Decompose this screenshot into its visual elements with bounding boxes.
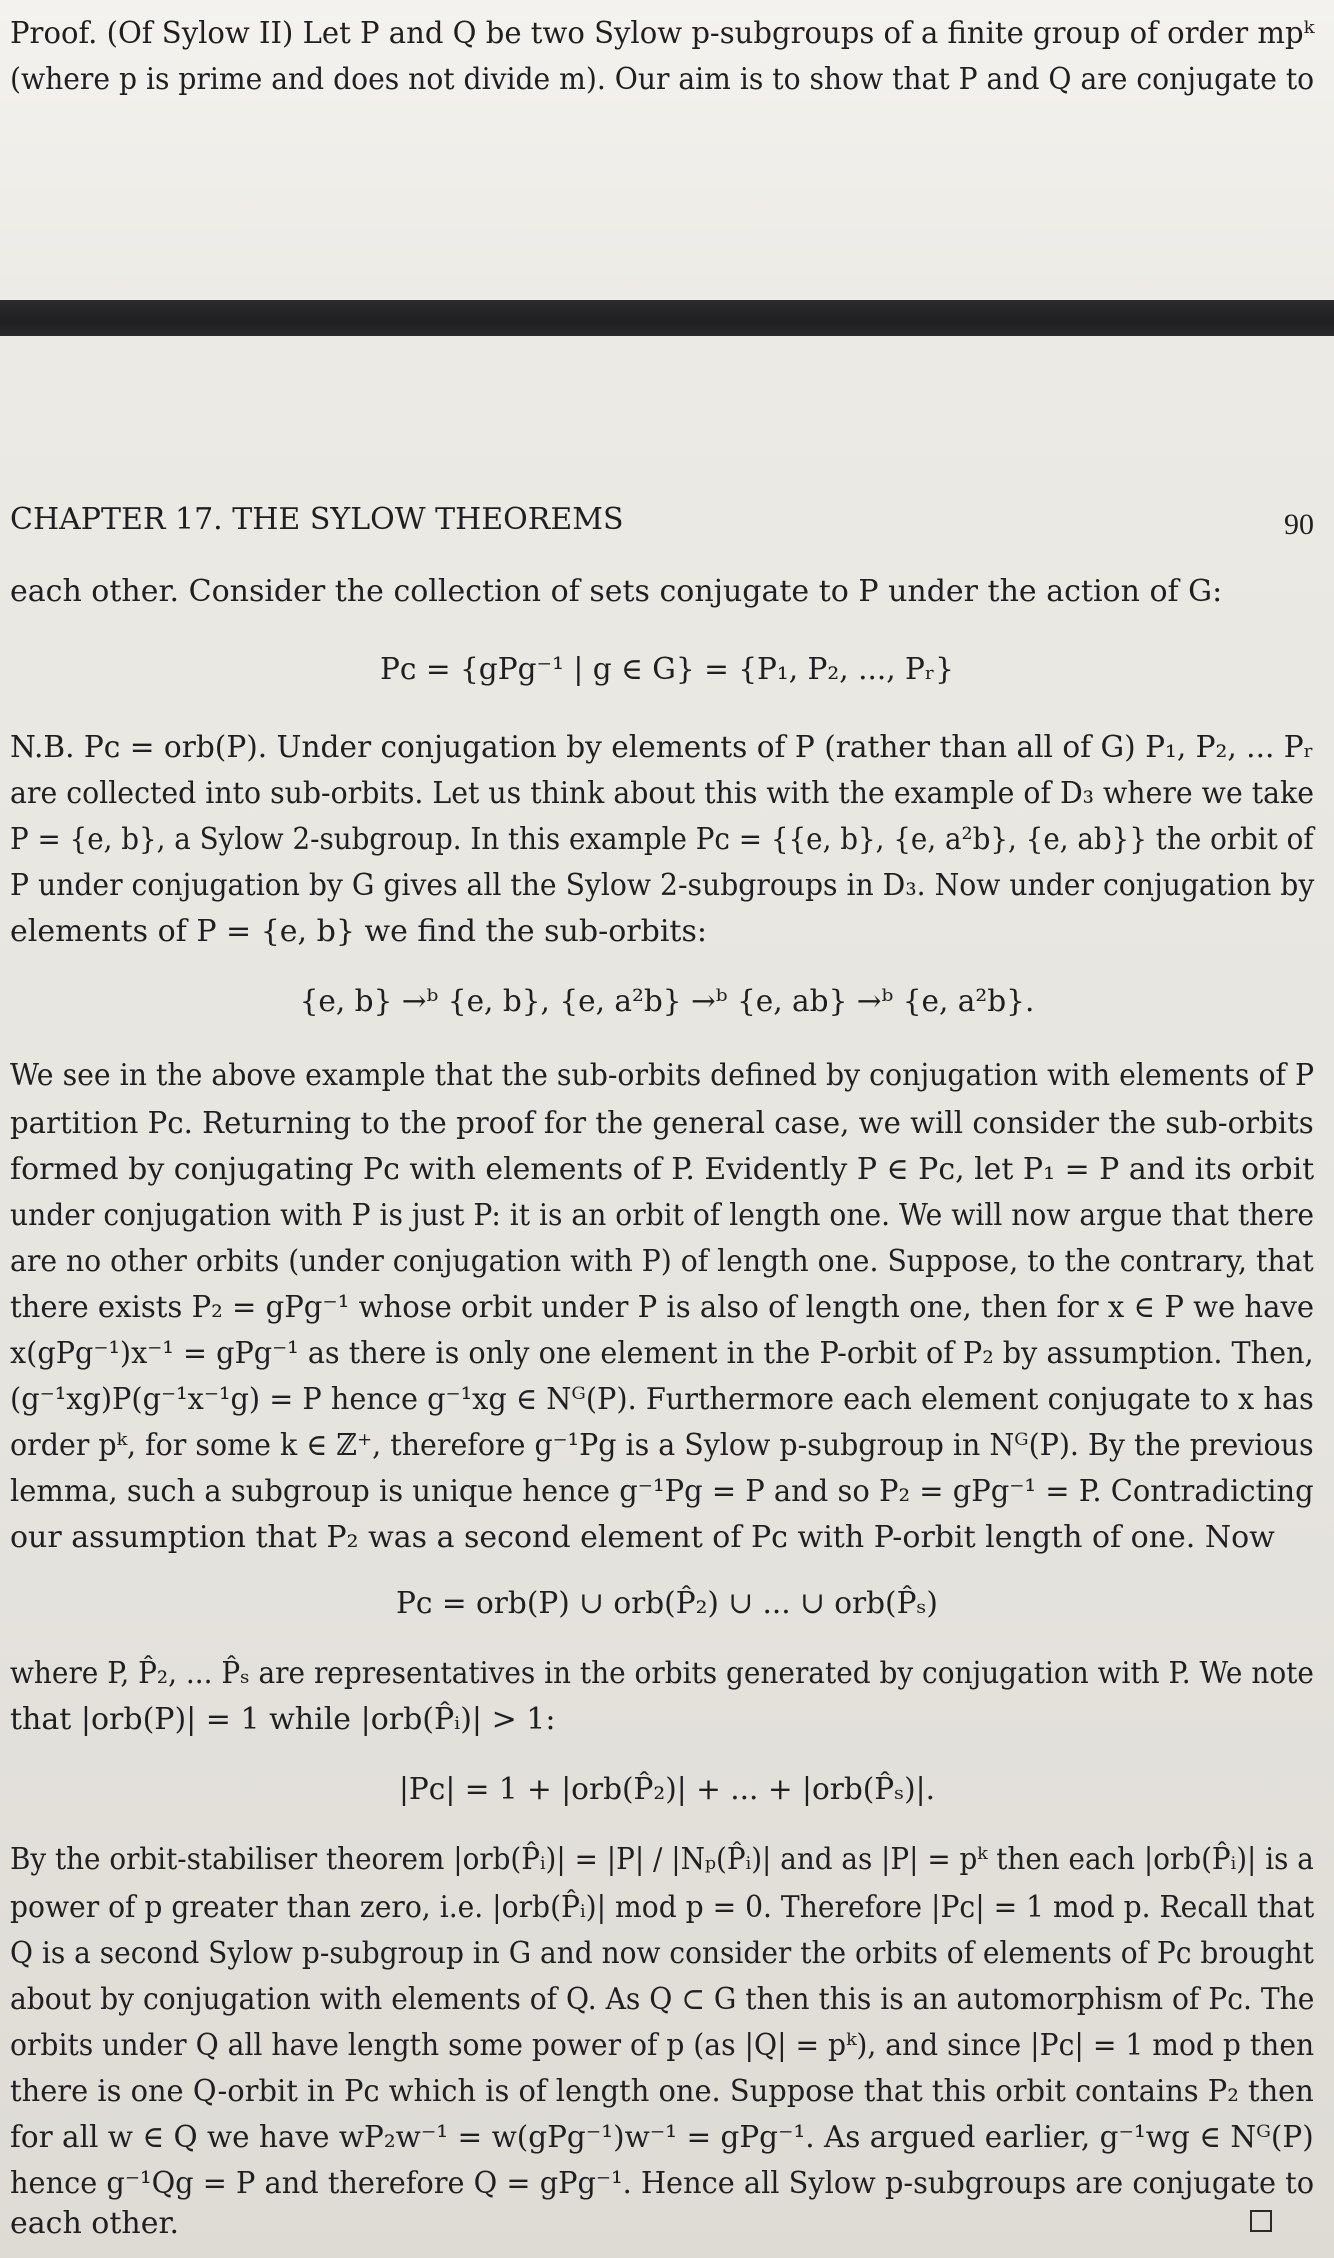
text-line: We see in the above example that the sub-orbits defined by conjugation with elements of P	[10, 1058, 1315, 1093]
text-line: each other. Consider the collection of sets conjugate to P under the action of G:	[10, 574, 1223, 609]
text-line: are no other orbits (under conjugation with P) of length one. Suppose, to the contrary, that	[10, 1244, 1314, 1279]
text-line: there is one Q-orbit in Pᴄ which is of length one. Suppose that this orbit contains P₂ then	[10, 2074, 1314, 2109]
display-equation: {e, b} →ᵇ {e, b}, {e, a²b} →ᵇ {e, ab} →ᵇ {e, a²b}.	[299, 984, 1035, 1019]
text-line: Q is a second Sylow p-subgroup in G and now consider the orbits of elements of Pᴄ brought	[10, 1936, 1314, 1971]
text-line: (where p is prime and does not divide m). Our aim is to show that P and Q are conjugate to	[10, 62, 1315, 97]
display-equation: Pᴄ = {gPg⁻¹ | g ∈ G} = {P₁, P₂, ..., Pᵣ}	[380, 652, 954, 687]
display-equation: |Pᴄ| = 1 + |orb(P̂₂)| + ... + |orb(P̂ₛ)|.	[398, 1772, 936, 1807]
qed-square-icon	[1250, 2210, 1272, 2232]
text-line: elements of P = {e, b} we find the sub-orbits:	[10, 914, 707, 949]
text-line: hence g⁻¹Qg = P and therefore Q = gPg⁻¹. Hence all Sylow p-subgroups are conjugate to	[10, 2166, 1315, 2201]
text-line: Proof. (Of Sylow II) Let P and Q be two Sylow p-subgroups of a finite group of order mpᵏ	[10, 16, 1315, 51]
text-line: orbits under Q all have length some power of p (as |Q| = pᵏ), and since |Pᴄ| = 1 mod p then	[10, 2028, 1315, 2063]
text-line: x(gPg⁻¹)x⁻¹ = gPg⁻¹ as there is only one element in the P-orbit of P₂ by assumption. Then,	[10, 1336, 1314, 1371]
text-line: N.B. Pᴄ = orb(P). Under conjugation by elements of P (rather than all of G) P₁, P₂, ... Pᵣ	[10, 730, 1314, 765]
text-line: our assumption that P₂ was a second element of Pᴄ with P-orbit length of one. Now	[10, 1520, 1275, 1555]
text-line: about by conjugation with elements of Q. As Q ⊂ G then this is an automorphism of Pᴄ. The	[10, 1982, 1315, 2017]
text-line: By the orbit-stabiliser theorem |orb(P̂ᵢ)| = |P| / |Nₚ(P̂ᵢ)| and as |P| = pᵏ then each |orb(P̂ᵢ)| is a	[10, 1842, 1314, 1877]
text-line: are collected into sub-orbits. Let us think about this with the example of D₃ where we take	[10, 776, 1314, 811]
text-line: (g⁻¹xg)P(g⁻¹x⁻¹g) = P hence g⁻¹xg ∈ Nᴳ(P). Furthermore each element conjugate to x has	[10, 1382, 1314, 1417]
text-line: for all w ∈ Q we have wP₂w⁻¹ = w(gPg⁻¹)w⁻¹ = gPg⁻¹. As argued earlier, g⁻¹wg ∈ Nᴳ(P)	[10, 2120, 1314, 2155]
text-line: partition Pᴄ. Returning to the proof for the general case, we will consider the sub-orbits	[10, 1106, 1314, 1141]
text-line: under conjugation with P is just P: it is an orbit of length one. We will now argue that there	[10, 1198, 1315, 1233]
page-divider	[0, 300, 1334, 336]
page-number: 90	[1284, 508, 1314, 541]
text-line: formed by conjugating Pᴄ with elements of P. Evidently P ∈ Pᴄ, let P₁ = P and its orbit	[10, 1152, 1315, 1187]
text-line: P under conjugation by G gives all the Sylow 2-subgroups in D₃. Now under conjugation by	[10, 868, 1315, 903]
text-line: that |orb(P)| = 1 while |orb(P̂ᵢ)| > 1:	[10, 1702, 556, 1737]
chapter-header: CHAPTER 17. THE SYLOW THEOREMS	[10, 502, 624, 537]
text-line: where P, P̂₂, ... P̂ₛ are representatives in the orbits generated by conjugation with P. We note	[10, 1656, 1314, 1691]
text-line: each other.	[10, 2206, 180, 2241]
text-line: P = {e, b}, a Sylow 2-subgroup. In this example Pᴄ = {{e, b}, {e, a²b}, {e, ab}} the orbit of	[10, 822, 1314, 857]
text-line: power of p greater than zero, i.e. |orb(P̂ᵢ)| mod p = 0. Therefore |Pᴄ| = 1 mod p. Recall that	[10, 1890, 1315, 1925]
text-line: order pᵏ, for some k ∈ ℤ⁺, therefore g⁻¹Pg is a Sylow p-subgroup in Nᴳ(P). By the previous	[10, 1428, 1314, 1463]
display-equation: Pᴄ = orb(P) ∪ orb(P̂₂) ∪ ... ∪ orb(P̂ₛ)	[396, 1586, 938, 1621]
text-line: there exists P₂ = gPg⁻¹ whose orbit under P is also of length one, then for x ∈ P we have	[10, 1290, 1315, 1325]
text-line: lemma, such a subgroup is unique hence g⁻¹Pg = P and so P₂ = gPg⁻¹ = P. Contradicting	[10, 1474, 1314, 1509]
previous-page-fragment	[0, 0, 1334, 300]
